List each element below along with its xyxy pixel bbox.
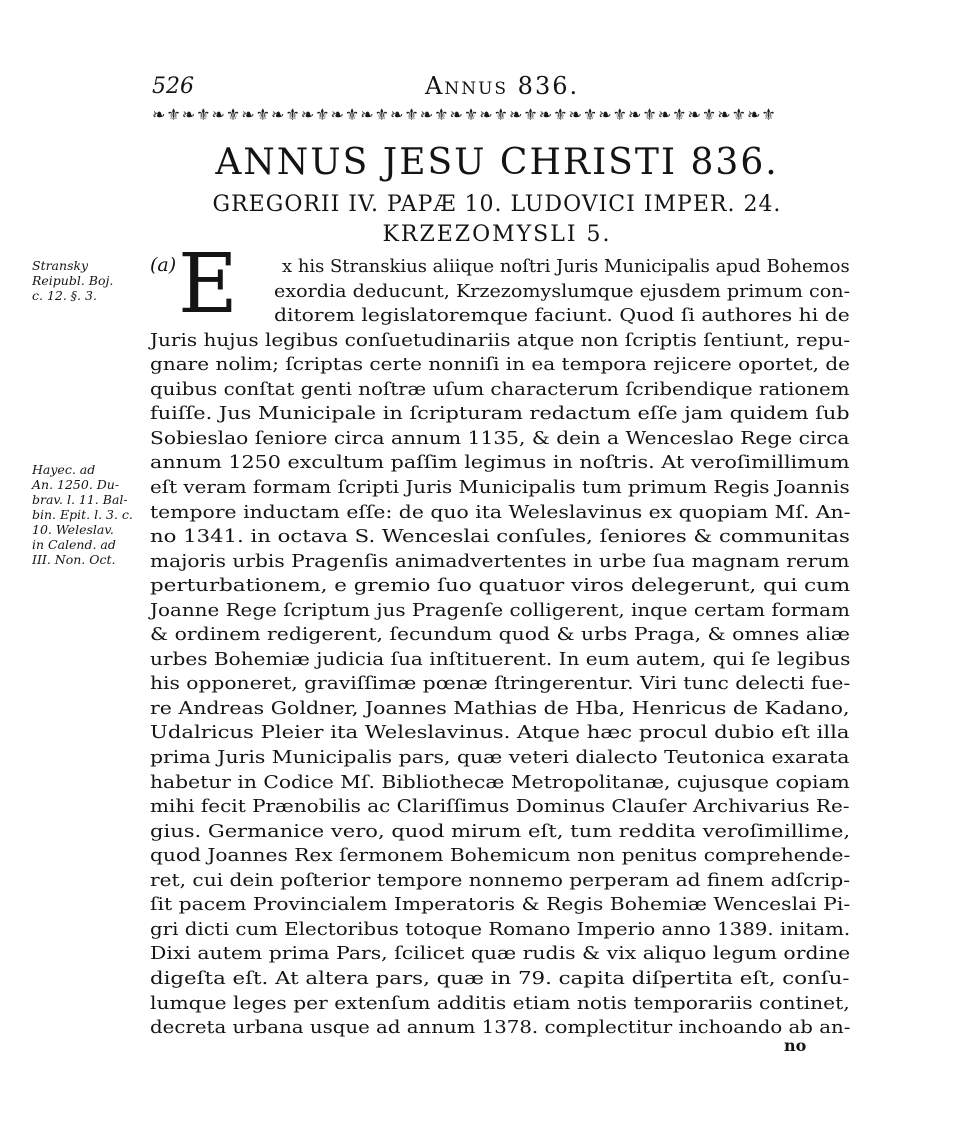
chapter-subtitle-duke: KRZEZOMYSLI 5. <box>382 222 612 247</box>
margin-note-line: c. 12. §. 3. <box>32 288 97 303</box>
text-line: lumque leges per extenſum additis etiam notis temporariis continet, <box>150 992 850 1014</box>
text-line: digeſta eſt. At altera pars, quæ in 79. capita diſpertita eſt, conſu- <box>150 967 850 989</box>
text-line: ditorem legislatoremque faciunt. Quod ſi authores hi de <box>274 305 850 327</box>
text-line: re Andreas Goldner, Joannes Mathias de Hba, Henricus de Kadano, <box>150 697 850 719</box>
margin-note-line: III. Non. Oct. <box>32 552 116 567</box>
text-line: Udalricus Pleier ita Weleslavinus. Atque hæc procul dubio eſt illa <box>150 722 850 744</box>
margin-note-line: An. 1250. Du- <box>32 477 120 492</box>
margin-note-line: brav. l. 11. Bal- <box>32 492 128 507</box>
chapter-title: ANNUS JESU CHRISTI 836. <box>215 142 779 183</box>
margin-note-hayec <box>32 462 152 567</box>
text-line: gius. Germanice vero, quod mirum eſt, tum reddita veroſimillime, <box>150 820 851 842</box>
text-line: prima Juris Municipalis pars, quæ veteri dialecto Teutonica exarata <box>150 747 850 768</box>
running-title: Annus 836. <box>425 72 580 100</box>
text-line: Joanne Rege ſcriptum jus Pragenſe colligerent, inque certam formam <box>150 599 850 621</box>
chapter-subtitle-reigns: GREGORII IV. PAPÆ 10. LUDOVICI IMPER. 24. <box>212 192 782 217</box>
text-line: & ordinem redigerent, ſecundum quod & urbs Praga, & omnes aliæ <box>150 624 851 646</box>
text-line: urbes Bohemiæ judicia ſua inſtituerent. In eum autem, qui ſe legibus <box>150 648 851 670</box>
text-line: exordia deducunt, Krzezomyslumque ejusdem primum con- <box>274 280 851 302</box>
text-line: no 1341. in octava S. Wenceslai conſules, ſeniores & communitas <box>150 526 850 548</box>
text-line: decreta urbana usque ad annum 1378. complectitur inchoando ab an- <box>150 1017 851 1039</box>
text-line: quibus conſtat genti noſtræ uſum characterum ſcribendique rationem <box>150 378 850 400</box>
text-line: majoris urbis Pragenſis animadvertentes in urbe ſua magnam rerum <box>150 550 850 572</box>
text-line: eſt veram formam ſcripti Juris Municipalis tum primum Regis Joannis <box>150 476 850 498</box>
text-line: his opponeret, graviſſimæ pœnæ ſtringerentur. Viri tunc delecti fue- <box>150 673 851 695</box>
text-line: quod Joannes Rex ſermonem Bohemicum non penitus comprehende- <box>150 845 851 867</box>
page-number: 526 <box>152 74 194 99</box>
text-line: ret, cui dein poſterior tempore nonnemo perperam ad finem adſcrip- <box>150 869 851 891</box>
text-line: Sobieslao ſeniore circa annum 1135, & dein a Wenceslao Rege circa <box>150 427 850 449</box>
margin-note-line: Stransky <box>32 258 89 273</box>
text-line: habetur in Codice Mſ. Bibliothecæ Metropolitanæ, cujusque copiam <box>150 771 850 793</box>
text-line: gnare nolim; ſcriptas certe nonniſi in ea tempora rejicere oportet, de <box>150 354 851 376</box>
text-line: Dixi autem prima Pars, ſcilicet quæ rudis & vix aliquo legum ordine <box>150 943 851 965</box>
text-line: x his Stranskius aliique noſtri Juris Municipalis apud Bohemos <box>282 256 850 277</box>
text-line: perturbationem, e gremio ſuo quatuor viros delegerunt, qui cum <box>150 575 851 597</box>
text-line: annum 1250 excultum paſſim legimus in noſtris. At veroſimillimum <box>150 452 850 474</box>
margin-note-line: 10. Weleslav. <box>32 522 114 537</box>
margin-note-line: Reipubl. Boj. <box>32 273 114 288</box>
ornament-border: ❧⚜❧⚜❧⚜❧⚜❧⚜❧⚜❧⚜❧⚜❧⚜❧⚜❧⚜❧⚜❧⚜❧⚜❧⚜❧⚜❧⚜❧⚜❧⚜❧⚜❧⚜ <box>152 106 777 124</box>
margin-note-line: in Calend. ad <box>32 537 116 552</box>
drop-cap: E <box>178 237 238 332</box>
margin-note-line: bin. Epit. l. 3. c. <box>32 507 133 522</box>
footnote-reference: (a) <box>150 254 177 276</box>
catchword: no <box>784 1036 807 1055</box>
text-line: gri dicti cum Electoribus totoque Romano Imperio anno 1389. initam. <box>150 918 851 940</box>
margin-note-line: Hayec. ad <box>32 462 96 477</box>
text-line: Juris hujus legibus conſuetudinariis atque non ſcriptis ſentiunt, repu- <box>150 329 851 351</box>
text-line: mihi fecit Prænobilis ac Clariſſimus Dominus Clauſer Archivarius Re- <box>150 796 850 818</box>
margin-note-stransky <box>32 258 152 303</box>
text-line: fuiſſe. Jus Municipale in ſcripturam redactum eſſe jam quidem ſub <box>150 403 850 425</box>
running-head <box>0 68 960 102</box>
text-line: tempore inductam eſſe: de quo ita Weleslavinus ex quopiam Mſ. An- <box>150 501 851 523</box>
text-line: ſit pacem Provincialem Imperatoris & Regis Bohemiæ Wenceslai Pi- <box>150 894 851 916</box>
